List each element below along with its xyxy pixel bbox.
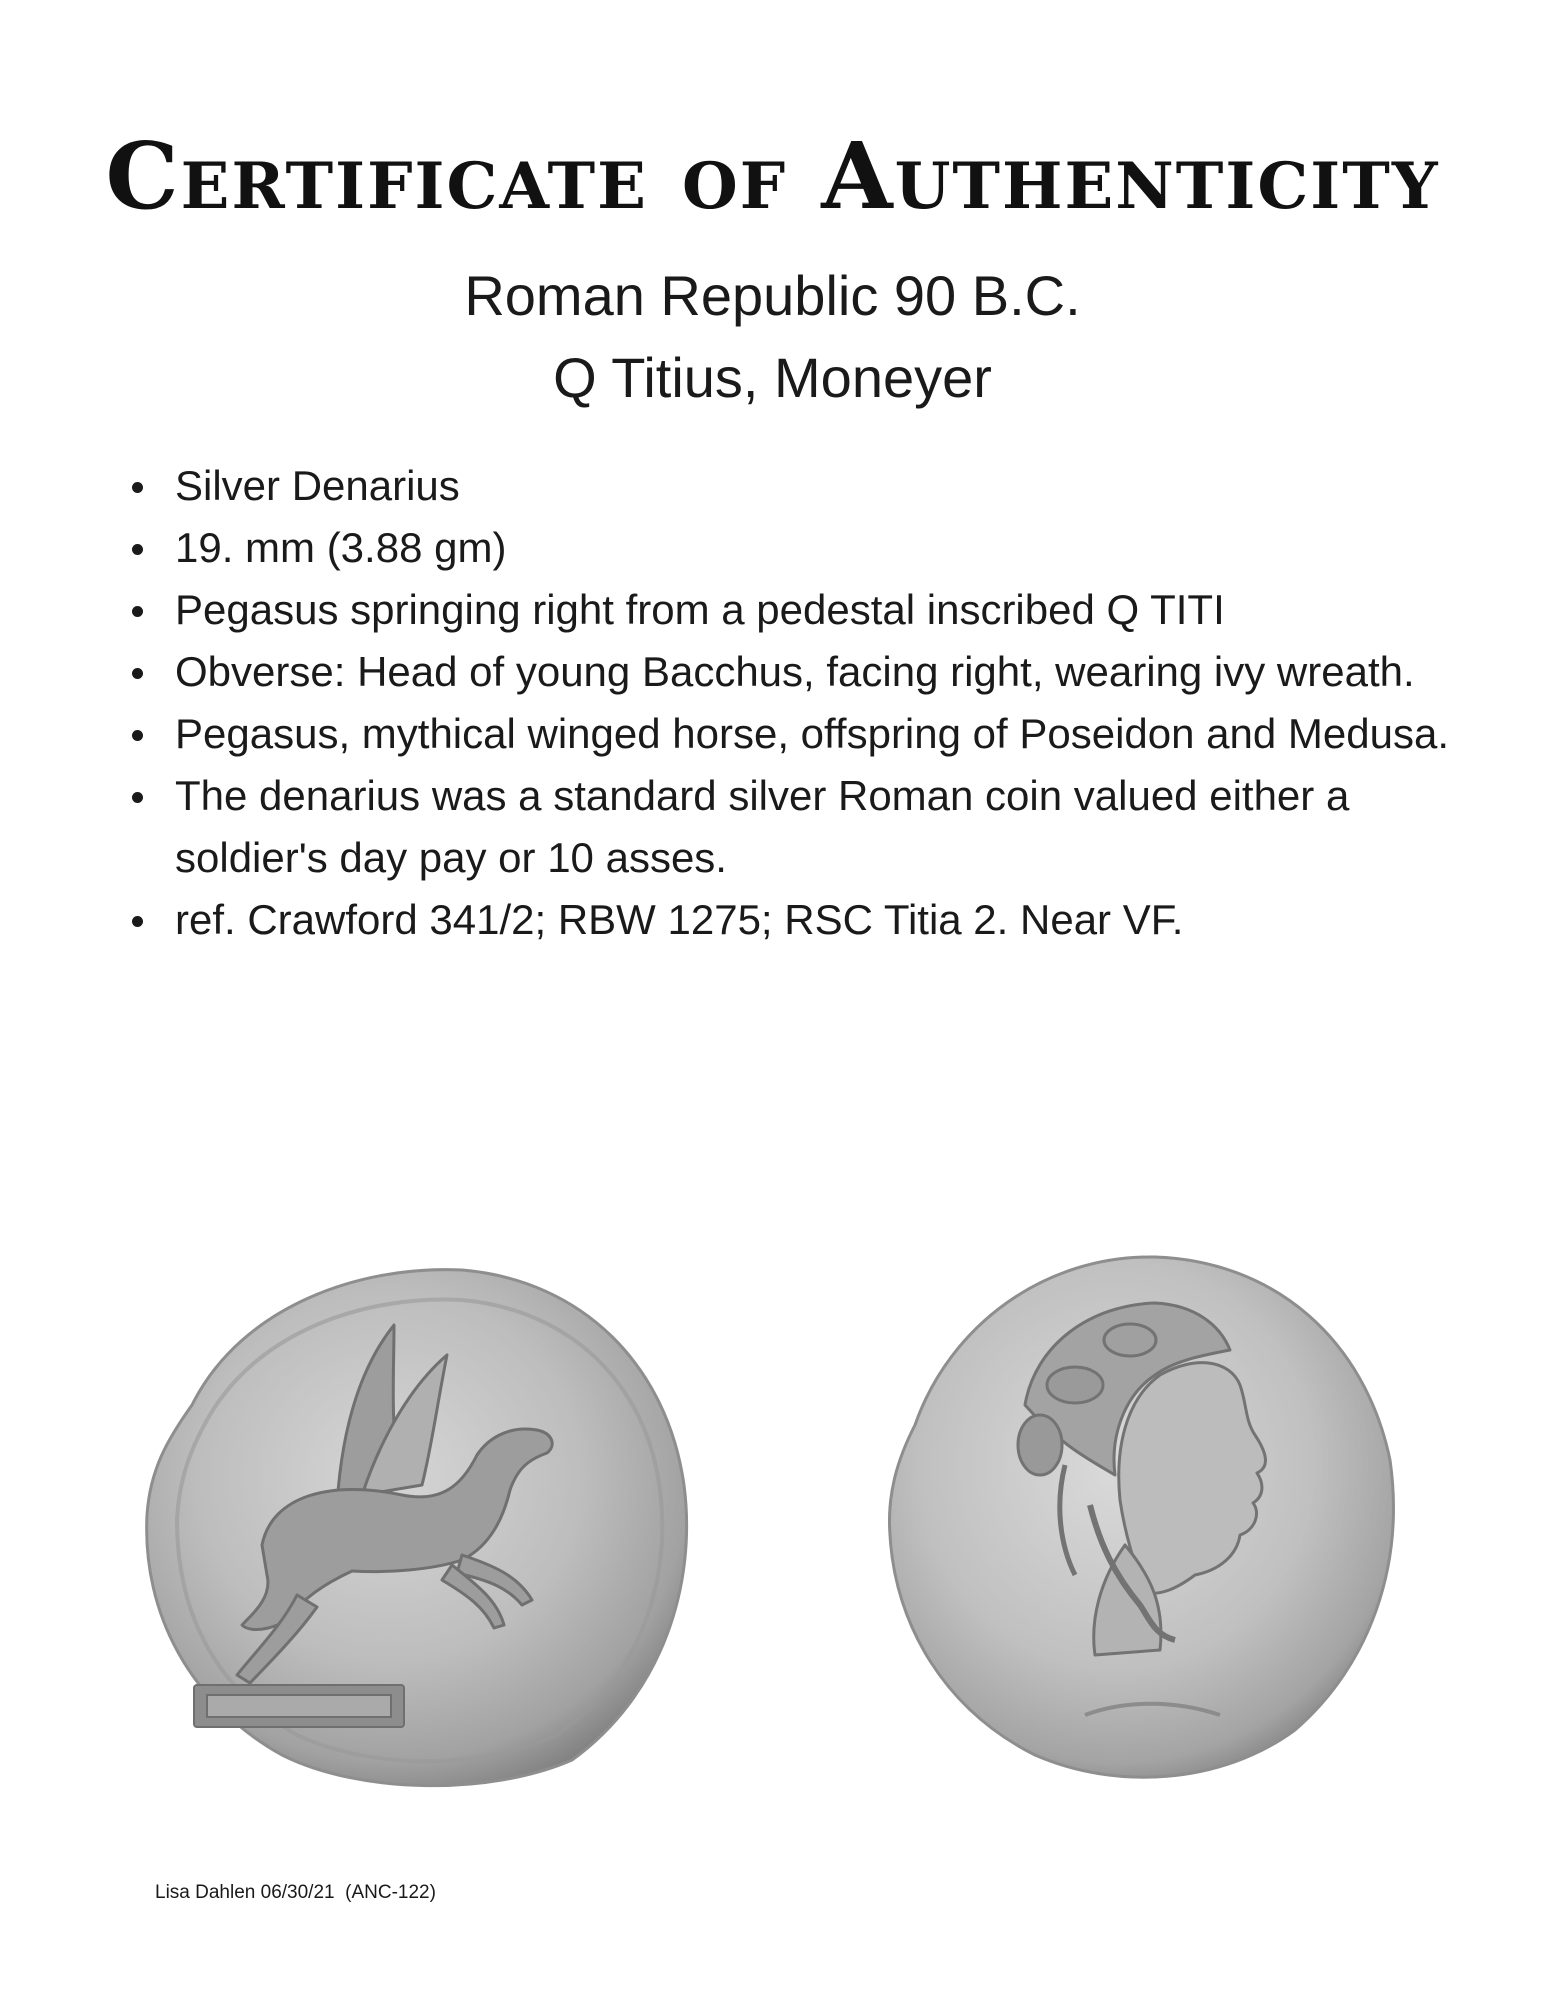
detail-item-reference: ref. Crawford 341/2; RBW 1275; RSC Titia 2. Near VF. <box>175 889 1475 951</box>
pedestal-inscription <box>194 1685 404 1727</box>
detail-item-denarius: The denarius was a standard silver Roman coin valued either a soldier's day pay or 10 asses. <box>175 765 1475 889</box>
detail-item-reverse: Pegasus springing right from a pedestal inscribed Q TITI <box>175 579 1475 641</box>
pegasus-coin-image <box>132 1255 702 1795</box>
coin-subtitle-moneyer: Q Titius, Moneyer <box>553 346 992 409</box>
bacchus-coin-image <box>875 1245 1405 1790</box>
detail-item-pegasus: Pegasus, mythical winged horse, offspring of Poseidon and Medusa. <box>175 703 1475 765</box>
signature-footer: Lisa Dahlen 06/30/21 (ANC-122) <box>155 1882 436 1903</box>
coin-details-list <box>120 455 1475 951</box>
certificate-title: Certificate of Authenticity <box>105 122 1440 230</box>
detail-item-size-weight: 19. mm (3.88 gm) <box>175 517 1475 579</box>
detail-item-obverse: Obverse: Head of young Bacchus, facing right, wearing ivy wreath. <box>175 641 1475 703</box>
detail-item-metal: Silver Denarius <box>175 455 1475 517</box>
coin-subtitle-era: Roman Republic 90 B.C. <box>464 264 1081 327</box>
